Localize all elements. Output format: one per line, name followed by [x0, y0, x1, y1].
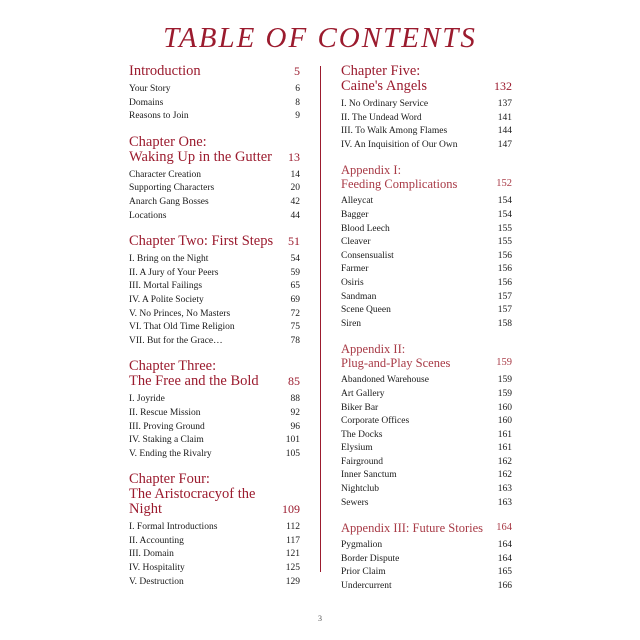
- entry-label: V. Ending the Rivalry: [129, 448, 212, 459]
- entry-page-number: 69: [290, 294, 300, 305]
- entry-page-number: 9: [295, 111, 300, 122]
- entry-page-number: 101: [285, 435, 300, 446]
- toc-entry[interactable]: [129, 110, 300, 124]
- toc-entry[interactable]: [341, 304, 512, 318]
- toc-entry[interactable]: [129, 562, 300, 576]
- entry-label: IV. An Inquisition of Our Own: [341, 139, 458, 150]
- section-page-number: 85: [288, 374, 300, 389]
- chapter-heading[interactable]: [129, 359, 300, 389]
- toc-entry[interactable]: [341, 402, 512, 416]
- section-title: [341, 521, 483, 535]
- entry-label: III. Mortal Failings: [129, 281, 203, 292]
- section-title-line: Chapter Two: First Steps: [129, 233, 274, 250]
- toc-entry[interactable]: [341, 553, 512, 567]
- entry-page-number: 75: [290, 322, 300, 333]
- entry-label: I. Joyride: [129, 394, 165, 405]
- entry-label: Abandoned Warehouse: [341, 375, 429, 386]
- entry-page-number: 121: [285, 549, 300, 560]
- entry-label: Blood Leech: [341, 223, 390, 234]
- toc-entry[interactable]: [341, 469, 512, 483]
- entry-label: IV. A Polite Society: [129, 294, 204, 305]
- entry-page-number: 96: [290, 421, 300, 432]
- entry-page-number: 156: [497, 250, 512, 261]
- entry-label: Siren: [341, 318, 362, 329]
- toc-left-column: [129, 64, 300, 600]
- section-title: [129, 135, 272, 165]
- entry-label: VI. That Old Time Religion: [129, 322, 235, 333]
- toc-entry[interactable]: [129, 267, 300, 281]
- entry-page-number: 164: [497, 553, 512, 564]
- toc-entry[interactable]: [341, 318, 512, 332]
- toc-entry[interactable]: [129, 196, 300, 210]
- entry-page-number: 160: [497, 416, 512, 427]
- toc-entry[interactable]: [341, 539, 512, 553]
- section-title-line: Plug-and-Play Scenes: [341, 356, 451, 371]
- toc-entry[interactable]: [341, 483, 512, 497]
- toc-entry[interactable]: [341, 429, 512, 443]
- chapter-heading[interactable]: [341, 64, 512, 94]
- toc-section: [341, 163, 512, 331]
- toc-entry[interactable]: [129, 294, 300, 308]
- toc-entry[interactable]: [129, 535, 300, 549]
- section-title-line: Waking Up in the Gutter: [129, 148, 272, 165]
- toc-right-column: [341, 64, 512, 605]
- chapter-heading[interactable]: [129, 234, 300, 249]
- entry-page-number: 65: [290, 281, 300, 292]
- entry-page-number: 154: [497, 196, 512, 207]
- page-title: TABLE OF CONTENTS: [163, 22, 477, 54]
- entry-page-number: 157: [497, 291, 512, 302]
- toc-entry[interactable]: [129, 335, 300, 349]
- entry-label: Cleaver: [341, 237, 371, 248]
- toc-entry[interactable]: [341, 263, 512, 277]
- toc-entry[interactable]: [129, 434, 300, 448]
- toc-entry[interactable]: [129, 308, 300, 322]
- entry-label: Inner Sanctum: [341, 470, 397, 481]
- entry-page-number: 154: [497, 209, 512, 220]
- toc-entry[interactable]: [129, 97, 300, 111]
- toc-entry[interactable]: [341, 456, 512, 470]
- appendix-heading[interactable]: [341, 521, 512, 535]
- appendix-heading[interactable]: [341, 163, 512, 191]
- section-title-line: Feeding Complications: [341, 177, 458, 192]
- entry-page-number: 125: [285, 563, 300, 574]
- entry-label: Prior Claim: [341, 567, 386, 578]
- entry-page-number: 162: [497, 456, 512, 467]
- toc-entry[interactable]: [341, 223, 512, 237]
- toc-entry[interactable]: [129, 421, 300, 435]
- entry-label: V. No Princes, No Masters: [129, 308, 231, 319]
- toc-section: [129, 472, 300, 589]
- toc-entry[interactable]: [129, 548, 300, 562]
- entry-page-number: 159: [497, 375, 512, 386]
- entry-label: Art Gallery: [341, 388, 385, 399]
- section-title-line: The Aristocracyof the Night: [129, 486, 256, 518]
- entry-label: Domains: [129, 97, 164, 108]
- section-title-line: Introduction: [129, 63, 201, 79]
- entry-label: I. Formal Introductions: [129, 522, 218, 533]
- section-title-line: Appendix I:: [341, 163, 402, 178]
- entry-label: Undercurrent: [341, 581, 392, 592]
- toc-entry[interactable]: [129, 253, 300, 267]
- toc-entry[interactable]: [129, 280, 300, 294]
- entry-label: Fairground: [341, 456, 384, 467]
- entry-label: Locations: [129, 210, 167, 221]
- entry-label: Border Dispute: [341, 553, 400, 564]
- entry-label: VII. But for the Grace…: [129, 335, 223, 346]
- toc-entry[interactable]: [341, 209, 512, 223]
- section-title: [129, 64, 201, 79]
- entry-page-number: 147: [497, 139, 512, 150]
- section-title: [341, 64, 427, 94]
- entry-page-number: 166: [497, 581, 512, 592]
- entry-page-number: 156: [497, 277, 512, 288]
- toc-section: [129, 135, 300, 223]
- chapter-heading[interactable]: [129, 64, 300, 79]
- toc-section: [341, 342, 512, 510]
- entry-label: Character Creation: [129, 169, 202, 180]
- toc-section: [341, 64, 512, 152]
- toc-entry[interactable]: [129, 576, 300, 590]
- toc-entry[interactable]: [341, 195, 512, 209]
- entry-page-number: 92: [290, 407, 300, 418]
- entry-page-number: 78: [290, 335, 300, 346]
- toc-entry[interactable]: [341, 566, 512, 580]
- entry-label: Scene Queen: [341, 305, 391, 316]
- entry-label: III. To Walk Among Flames: [341, 126, 448, 137]
- entry-label: III. Proving Ground: [129, 421, 205, 432]
- entry-page-number: 160: [497, 402, 512, 413]
- entry-label: Sewers: [341, 497, 369, 508]
- toc-entry[interactable]: [341, 139, 512, 153]
- toc-entry[interactable]: [129, 448, 300, 462]
- entry-label: II. Rescue Mission: [129, 407, 201, 418]
- entry-label: Corporate Offices: [341, 416, 410, 427]
- entry-page-number: 137: [497, 99, 512, 109]
- entry-label: II. Accounting: [129, 535, 184, 546]
- entry-label: Reasons to Join: [129, 111, 189, 122]
- page-number: 3: [318, 614, 322, 623]
- entry-label: Nightclub: [341, 484, 379, 495]
- entry-page-number: 155: [497, 237, 512, 248]
- entry-page-number: 54: [290, 254, 300, 265]
- chapter-heading[interactable]: [129, 135, 300, 165]
- toc-entry[interactable]: [341, 236, 512, 250]
- toc-entry[interactable]: [129, 169, 300, 183]
- appendix-heading[interactable]: [341, 342, 512, 370]
- entry-page-number: 129: [285, 576, 300, 587]
- entry-page-number: 117: [286, 535, 300, 546]
- section-page-number: 159: [496, 357, 512, 369]
- entry-page-number: 59: [290, 267, 300, 278]
- toc-entry[interactable]: [129, 393, 300, 407]
- toc-entry[interactable]: [129, 83, 300, 97]
- toc-entry[interactable]: [341, 580, 512, 594]
- entry-page-number: 165: [497, 567, 512, 578]
- entry-page-number: 6: [295, 84, 300, 94]
- toc-entry[interactable]: [129, 210, 300, 224]
- section-title-line: Appendix II:: [341, 342, 406, 357]
- section-title: [129, 472, 282, 517]
- toc-entry[interactable]: [129, 321, 300, 335]
- entry-label: Your Story: [129, 84, 171, 94]
- entry-label: The Docks: [341, 429, 383, 440]
- entry-label: Elysium: [341, 443, 373, 454]
- entry-label: II. A Jury of Your Peers: [129, 267, 219, 278]
- toc-entry[interactable]: [341, 374, 512, 388]
- toc-section: [129, 359, 300, 461]
- toc-section: [341, 521, 512, 593]
- section-title-line: Chapter Five:: [341, 63, 421, 79]
- toc-section: [129, 234, 300, 348]
- toc-entry[interactable]: [341, 125, 512, 139]
- entry-label: V. Destruction: [129, 576, 184, 587]
- entry-page-number: 144: [497, 126, 512, 137]
- entry-label: IV. Staking a Claim: [129, 435, 204, 446]
- toc-entry[interactable]: [341, 277, 512, 291]
- entry-label: II. The Undead Word: [341, 112, 422, 123]
- entry-label: Osiris: [341, 277, 364, 288]
- entry-page-number: 72: [290, 308, 300, 319]
- entry-label: Consensualist: [341, 250, 394, 261]
- column-divider: [320, 66, 321, 572]
- toc-entry[interactable]: [129, 521, 300, 535]
- entry-page-number: 42: [290, 196, 300, 207]
- entry-page-number: 163: [497, 497, 512, 508]
- toc-entry[interactable]: [129, 182, 300, 196]
- toc-section: [129, 64, 300, 124]
- entry-page-number: 112: [286, 522, 300, 533]
- entry-page-number: 155: [497, 223, 512, 234]
- entry-label: Sandman: [341, 291, 377, 302]
- toc-entry[interactable]: [341, 112, 512, 126]
- toc-entry[interactable]: [341, 98, 512, 112]
- section-title-line: Chapter Three:: [129, 358, 217, 375]
- entry-label: IV. Hospitality: [129, 563, 185, 574]
- entry-page-number: 20: [290, 183, 300, 194]
- chapter-heading[interactable]: [129, 472, 300, 517]
- section-title: [129, 234, 273, 249]
- entry-page-number: 14: [290, 169, 300, 180]
- section-title: [341, 342, 450, 370]
- section-page-number: 132: [494, 79, 512, 93]
- section-title: [129, 359, 259, 389]
- entry-page-number: 162: [497, 470, 512, 481]
- section-page-number: 152: [496, 178, 512, 190]
- section-page-number: 5: [294, 64, 300, 78]
- entry-page-number: 105: [285, 448, 300, 459]
- section-title-line: Chapter Four:: [129, 471, 210, 488]
- entry-page-number: 8: [295, 97, 300, 108]
- toc-entry[interactable]: [341, 388, 512, 402]
- entry-label: Biker Bar: [341, 402, 379, 413]
- entry-label: Pygmalion: [341, 540, 383, 551]
- section-title-line: The Free and the Bold: [129, 373, 259, 390]
- section-page-number: 51: [288, 234, 300, 249]
- entry-label: Supporting Characters: [129, 183, 215, 194]
- entry-label: I. Bring on the Night: [129, 254, 209, 265]
- section-title-line: Caine's Angels: [341, 78, 427, 94]
- toc-entry[interactable]: [341, 442, 512, 456]
- toc-entry[interactable]: [341, 415, 512, 429]
- toc-entry[interactable]: [341, 497, 512, 511]
- toc-entry[interactable]: [341, 250, 512, 264]
- toc-entry[interactable]: [129, 407, 300, 421]
- entry-label: Bagger: [341, 209, 369, 220]
- entry-page-number: 164: [497, 540, 512, 551]
- entry-page-number: 163: [497, 484, 512, 495]
- entry-page-number: 141: [497, 112, 512, 123]
- entry-page-number: 161: [497, 443, 512, 454]
- entry-page-number: 88: [290, 394, 300, 405]
- section-title-line: Appendix III: Future Stories: [341, 521, 483, 536]
- section-page-number: 164: [496, 522, 512, 534]
- entry-label: I. No Ordinary Service: [341, 99, 429, 109]
- entry-label: Farmer: [341, 264, 369, 275]
- entry-page-number: 159: [497, 388, 512, 399]
- entry-page-number: 161: [497, 429, 512, 440]
- section-page-number: 13: [288, 149, 300, 164]
- section-title: [341, 163, 457, 191]
- section-title-line: Chapter One:: [129, 133, 207, 150]
- entry-page-number: 44: [290, 210, 300, 221]
- entry-label: Anarch Gang Bosses: [129, 196, 209, 207]
- entry-page-number: 158: [497, 318, 512, 329]
- entry-page-number: 156: [497, 264, 512, 275]
- entry-page-number: 157: [497, 305, 512, 316]
- entry-label: III. Domain: [129, 549, 174, 560]
- toc-entry[interactable]: [341, 291, 512, 305]
- entry-label: Alleycat: [341, 196, 374, 207]
- section-page-number: 109: [282, 502, 300, 517]
